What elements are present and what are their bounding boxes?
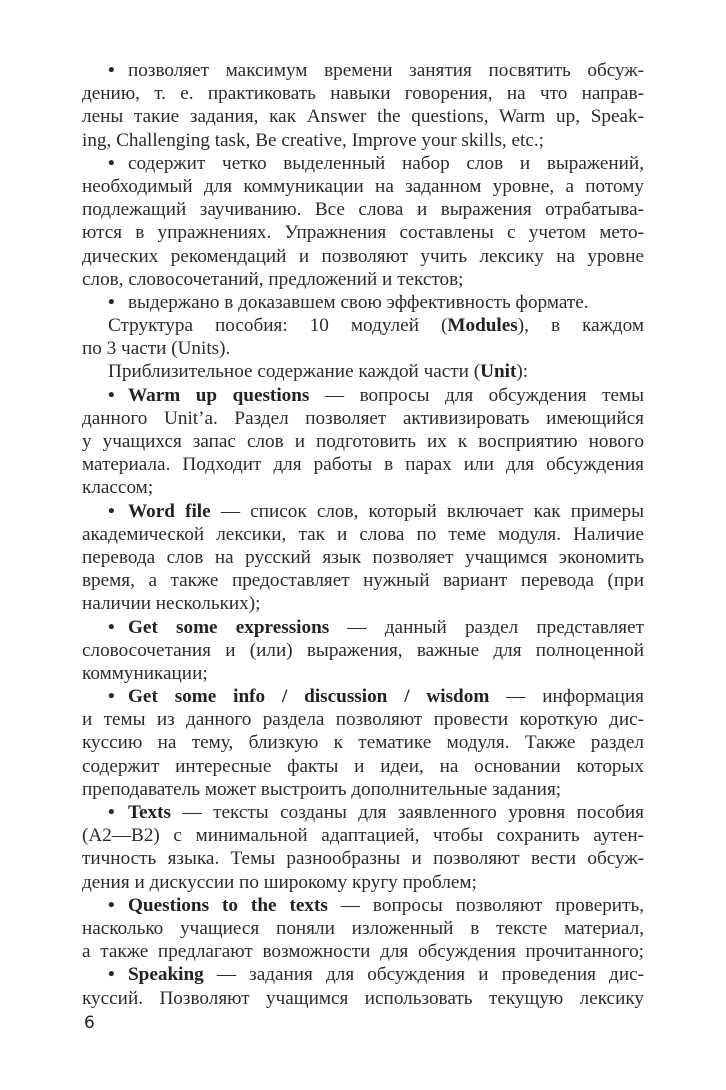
text-line: [82, 917, 644, 940]
text-line: [82, 894, 644, 917]
line-text: словосочетания и (или) выражения, важные для полноценной: [82, 639, 644, 661]
text-line: [82, 546, 644, 569]
line-text: содержит четко выделенный набор слов и выражений,: [128, 152, 644, 174]
text-line: [82, 639, 644, 662]
text-line: [82, 129, 644, 152]
text-line: [82, 963, 644, 986]
line-text-prefix: Приблизительное содержание каждой части (: [108, 361, 481, 383]
line-text: выдержано в доказавшем свою эффективность формате.: [128, 291, 589, 313]
line-text: насколько учащиеся поняли изложенный в тексте материал,: [82, 917, 644, 939]
bullet-icon: •: [108, 152, 115, 174]
text-line: [82, 430, 644, 453]
text-line: [82, 731, 644, 754]
page-number: 6: [84, 1013, 95, 1033]
line-text: — информация: [489, 686, 644, 708]
line-text: а также предлагают возможности для обсуждения прочитанного;: [82, 941, 644, 963]
line-text: преподаватель может выстроить дополнительные задания;: [82, 778, 562, 800]
text-line: [82, 384, 644, 407]
line-text: необходимый для коммуникации на заданном уровне, а потому: [82, 175, 644, 197]
line-text: ):: [516, 361, 529, 383]
section-term: Texts: [128, 802, 172, 823]
bullet-icon: •: [108, 384, 115, 406]
text-line: [82, 82, 644, 105]
line-text: — задания для обсуждения и проведения дис-: [203, 964, 644, 986]
line-text: — список слов, который включает как примеры: [210, 500, 644, 522]
line-text: перевода слов на русский язык позволяет учащимся экономить: [82, 546, 644, 568]
line-text: — тексты созданы для заявленного уровня пособия: [171, 802, 644, 823]
line-text-prefix: Структура пособия: 10 модулей (: [108, 315, 448, 337]
line-text: данного Unit’a. Раздел позволяет активизировать имеющийся: [82, 407, 644, 429]
text-line: [82, 592, 644, 615]
line-text: подлежащий заучиванию. Все слова и выражения отрабатыва-: [82, 199, 644, 221]
line-text: — вопросы для обсуждения темы: [309, 384, 644, 406]
line-text: содержит интересные факты и идеи, на основании которых: [82, 755, 644, 777]
line-text: дения и дискуссии по широкому кругу проблем;: [82, 871, 477, 893]
bullet-icon: •: [108, 686, 115, 708]
line-text: и темы из данного раздела позволяют провести короткую дис-: [82, 709, 644, 731]
text-line: [82, 291, 644, 314]
bullet-icon: •: [108, 291, 115, 313]
text-line: [82, 801, 644, 824]
section-term: Warm up questions: [128, 384, 310, 406]
line-text: — данный раздел представляет: [329, 616, 644, 638]
section-term: Speaking: [128, 964, 204, 986]
line-text: время, а также предоставляет нужный вариант перевода (при: [82, 570, 644, 592]
text-line: [82, 221, 644, 244]
text-line: [82, 152, 644, 175]
text-line: [82, 824, 644, 847]
bullet-icon: •: [108, 802, 115, 823]
line-text: по 3 части (Units).: [82, 338, 231, 360]
line-text: куссий. Позволяют учащимся использовать текущую лексику: [82, 987, 644, 1009]
line-text: у учащихся запас слов и подготовить их к восприятию нового: [82, 431, 644, 452]
text-line: [82, 755, 644, 778]
line-text: материала. Подходит для работы в парах или для обсуждения: [82, 454, 644, 476]
line-text: классом;: [82, 477, 154, 499]
text-line: [82, 708, 644, 731]
bullet-icon: •: [108, 894, 115, 916]
text-line: [82, 198, 644, 221]
text-line: [82, 245, 644, 268]
section-term: Questions to the texts: [128, 894, 328, 916]
line-text: лены такие задания, как Answer the questions, Warm up, Speak-: [82, 106, 644, 128]
bullet-icon: •: [108, 616, 115, 638]
text-line: [82, 871, 644, 894]
section-term: Word file: [128, 500, 211, 522]
line-text: дению, т. е. практиковать навыки говорения, на что направ-: [82, 83, 644, 105]
bullet-icon: •: [108, 964, 115, 986]
line-text: слов, словосочетаний, предложений и текстов;: [82, 268, 464, 290]
text-line: [82, 268, 644, 291]
line-text: позволяет максимум времени занятия посвятить обсуж-: [128, 60, 644, 81]
line-text: дических рекомендаций и позволяют учить лексику на уровне: [82, 245, 644, 267]
page-body: [82, 59, 644, 1010]
section-term: Get some expressions: [128, 616, 330, 638]
text-line: [82, 662, 644, 685]
text-line: [82, 407, 644, 430]
line-text: коммуникации;: [82, 662, 208, 684]
text-line: [82, 778, 644, 801]
section-term: Get some info / discussion / wisdom: [128, 686, 490, 708]
text-line: [82, 847, 644, 870]
text-line: [82, 940, 644, 963]
text-line: [82, 616, 644, 639]
text-line: [82, 105, 644, 128]
text-line: [82, 476, 644, 499]
line-text: ются в упражнениях. Упражнения составлены с учетом мето-: [82, 222, 644, 244]
text-line: [82, 523, 644, 546]
line-text: ing, Challenging task, Be creative, Improve your skills, etc.;: [82, 129, 544, 151]
text-line: [82, 500, 644, 523]
bullet-icon: •: [108, 60, 115, 81]
text-line: [82, 59, 644, 82]
text-line: [82, 453, 644, 476]
text-line: [82, 360, 644, 383]
text-line: [82, 569, 644, 592]
line-text: наличии нескольких);: [82, 593, 261, 615]
line-text: тичность языка. Темы разнообразны и позволяют вести обсуж-: [82, 848, 644, 870]
text-line: [82, 314, 644, 337]
line-text: — вопросы позволяют проверить,: [327, 894, 645, 916]
line-text: (A2—B2) с минимальной адаптацией, чтобы сохранить аутен-: [82, 825, 644, 847]
line-text: куссию на тему, близкую к тематике модуля. Также раздел: [82, 732, 644, 754]
text-line: [82, 685, 644, 708]
text-line: [82, 175, 644, 198]
text-line: [82, 337, 644, 360]
line-text: ), в каждом: [517, 315, 645, 337]
section-term: Modules: [447, 315, 518, 337]
bullet-icon: •: [108, 500, 115, 522]
section-term: Unit: [480, 361, 517, 383]
text-line: [82, 987, 644, 1010]
line-text: академической лексики, так и слова по теме модуля. Наличие: [82, 523, 644, 545]
